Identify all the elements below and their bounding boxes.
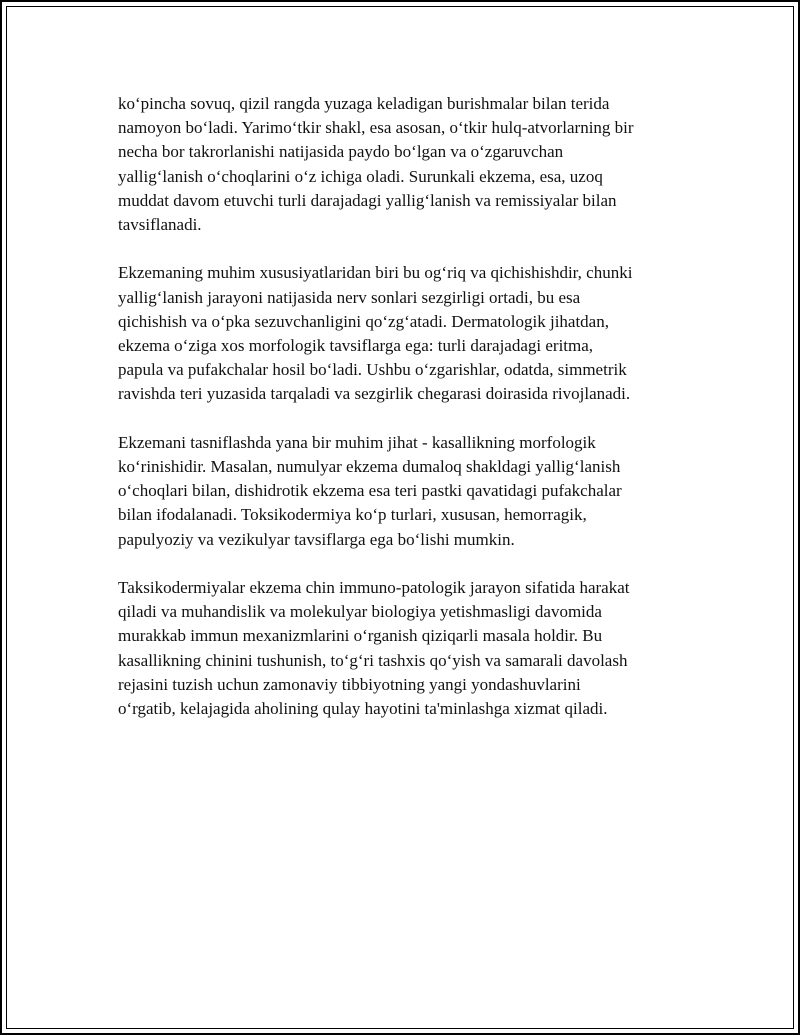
text-line: qiladi va muhandislik va molekulyar biologiya yetishmasligi davomida xyxy=(118,602,602,622)
paragraph-1 xyxy=(118,92,678,237)
text-line: o‘rgatib, kelajagida aholining qulay hayotini ta'minlashga xizmat qiladi. xyxy=(118,699,608,719)
text-line: bilan ifodalanadi. Toksikodermiya ko‘p turlari, xususan, hemorragik, xyxy=(118,505,587,525)
text-line: o‘choqlari bilan, dishidrotik ekzema esa teri pastki qavatidagi pufakchalar xyxy=(118,481,622,501)
text-line: papula va pufakchalar hosil bo‘ladi. Ushbu o‘zgarishlar, odatda, simmetrik xyxy=(118,360,627,380)
text-line: kasallikning chinini tushunish, to‘g‘ri tashxis qo‘yish va samarali davolash xyxy=(118,650,628,670)
text-line: namoyon bo‘ladi. Yarimo‘tkir shakl, esa asosan, o‘tkir hulq-atvorlarning bir xyxy=(118,118,634,138)
document-body xyxy=(118,92,678,745)
text-line: qichishish va o‘pka sezuvchanligini qo‘zg‘atadi. Dermatologik jihatdan, xyxy=(118,311,609,331)
paragraph-3 xyxy=(118,431,678,552)
text-line: yallig‘lanish jarayoni natijasida nerv sonlari sezgirligi ortadi, bu esa xyxy=(118,287,581,307)
text-line: Taksikodermiyalar ekzema chin immuno-patologik jarayon sifatida harakat xyxy=(118,578,630,598)
text-line: rejasini tuzish uchun zamonaviy tibbiyotning yangi yondashuvlarini xyxy=(118,674,581,694)
text-line: yallig‘lanish o‘choqlarini o‘z ichiga oladi. Surunkali ekzema, esa, uzoq xyxy=(118,166,603,186)
text-line: murakkab immun mexanizmlarini o‘rganish qiziqarli masala holdir. Bu xyxy=(118,626,603,646)
paragraph-4 xyxy=(118,576,678,721)
text-line: ko‘rinishidir. Masalan, numulyar ekzema dumaloq shakldagi yallig‘lanish xyxy=(118,457,621,477)
text-line: ekzema o‘ziga xos morfologik tavsiflarga ega: turli darajadagi eritma, xyxy=(118,336,594,356)
text-line: Ekzemani tasniflashda yana bir muhim jihat - kasallikning morfologik xyxy=(118,432,596,452)
paragraph-2 xyxy=(118,261,678,406)
text-line: necha bor takrorlanishi natijasida paydo bo‘lgan va o‘zgaruvchan xyxy=(118,142,564,162)
text-line: ko‘pincha sovuq, qizil rangda yuzaga keladigan burishmalar bilan terida xyxy=(118,94,610,113)
text-line: tavsiflanadi. xyxy=(118,215,202,235)
text-line: muddat davom etuvchi turli darajadagi yallig‘lanish va remissiyalar bilan xyxy=(118,190,617,210)
text-line: ravishda teri yuzasida tarqaladi va sezgirlik chegarasi doirasida rivojlanadi. xyxy=(118,384,631,404)
text-line: papulyoziy va vezikulyar tavsiflarga ega bo‘lishi mumkin. xyxy=(118,529,515,549)
text-line: Ekzemaning muhim xususiyatlaridan biri bu og‘riq va qichishishdir, chunki xyxy=(118,263,633,283)
